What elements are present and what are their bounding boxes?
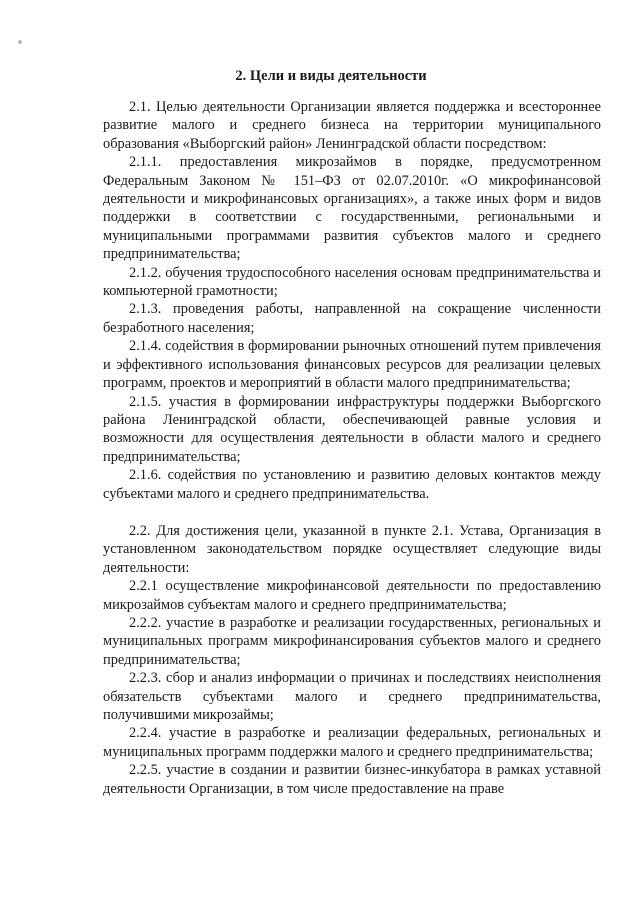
paragraph-2-2: 2.2. Для достижения цели, указанной в пункте 2.1. Устава, Организация в установленном законодательством порядке осуществляет следующие виды деятельности: [103, 522, 601, 576]
paragraph-2-2-4: 2.2.4. участие в разработке и реализации федеральных, региональных и муниципальных программ поддержки малого и среднего предпринимательства; [103, 725, 601, 760]
paragraph-2-1-1: 2.1.1. предоставления микрозаймов в порядке, предусмотренном Федеральным Законом № 151–ФЗ от 02.07.2010г. «О микрофинансовой деятельности и микрофинансовых организациях», а также иных форм и видов поддержки в соответствии с государственными, региональными и муниципальными программами развития субъектов малого и среднего предпринимательства; [103, 154, 601, 263]
paragraph-gap [103, 503, 601, 522]
paragraph-2-2-2: 2.2.2. участие в разработке и реализации государственных, региональных и муниципальных программ микрофинансирования субъектов малого и среднего предпринимательства; [103, 614, 601, 668]
paragraph-2-1: 2.1. Целью деятельности Организации является поддержка и всестороннее развитие малого и среднего бизнеса на территории муниципального образования «Выборгский район» Ленинградской области посредством: [103, 99, 601, 152]
scan-artifact-dot [18, 40, 22, 44]
paragraph-2-2-5: 2.2.5. участие в создании и развитии бизнес-инкубатора в рамках уставной деятельности Организации, в том числе предоставление на праве [103, 762, 601, 797]
paragraph-2-2-1: 2.2.1 осуществление микрофинансовой деятельности по предоставлению микрозаймов субъектам малого и среднего предпринимательства; [103, 578, 601, 613]
paragraph-2-1-4: 2.1.4. содействия в формировании рыночных отношений путем привлечения и эффективного использования финансовых ресурсов для реализации целевых программ, проектов и мероприятий в области малого предпринимательства; [103, 338, 601, 392]
paragraph-2-1-2: 2.1.2. обучения трудоспособного населения основам предпринимательства и компьютерной грамотности; [103, 264, 601, 300]
paragraph-2-1-5: 2.1.5. участия в формировании инфраструктуры поддержки Выборгского района Ленинградской области, обеспечивающей равные условия и возможности для осуществления деятельности в области малого и среднего предпринимательства; [103, 393, 601, 465]
section-title: 2. Цели и виды деятельности [235, 68, 427, 84]
document-body [103, 98, 601, 798]
paragraph-2-1-3: 2.1.3. проведения работы, направленной на сокращение численности безработного населения; [103, 301, 601, 336]
paragraph-2-1-6: 2.1.6. содействия по установлению и развитию деловых контактов между субъектами малого и среднего предпринимательства. [103, 467, 601, 502]
paragraph-2-2-3: 2.2.3. сбор и анализ информации о причинах и последствиях неисполнения обязательств субъектами малого и среднего предпринимательства, получившими микрозаймы; [103, 670, 601, 723]
